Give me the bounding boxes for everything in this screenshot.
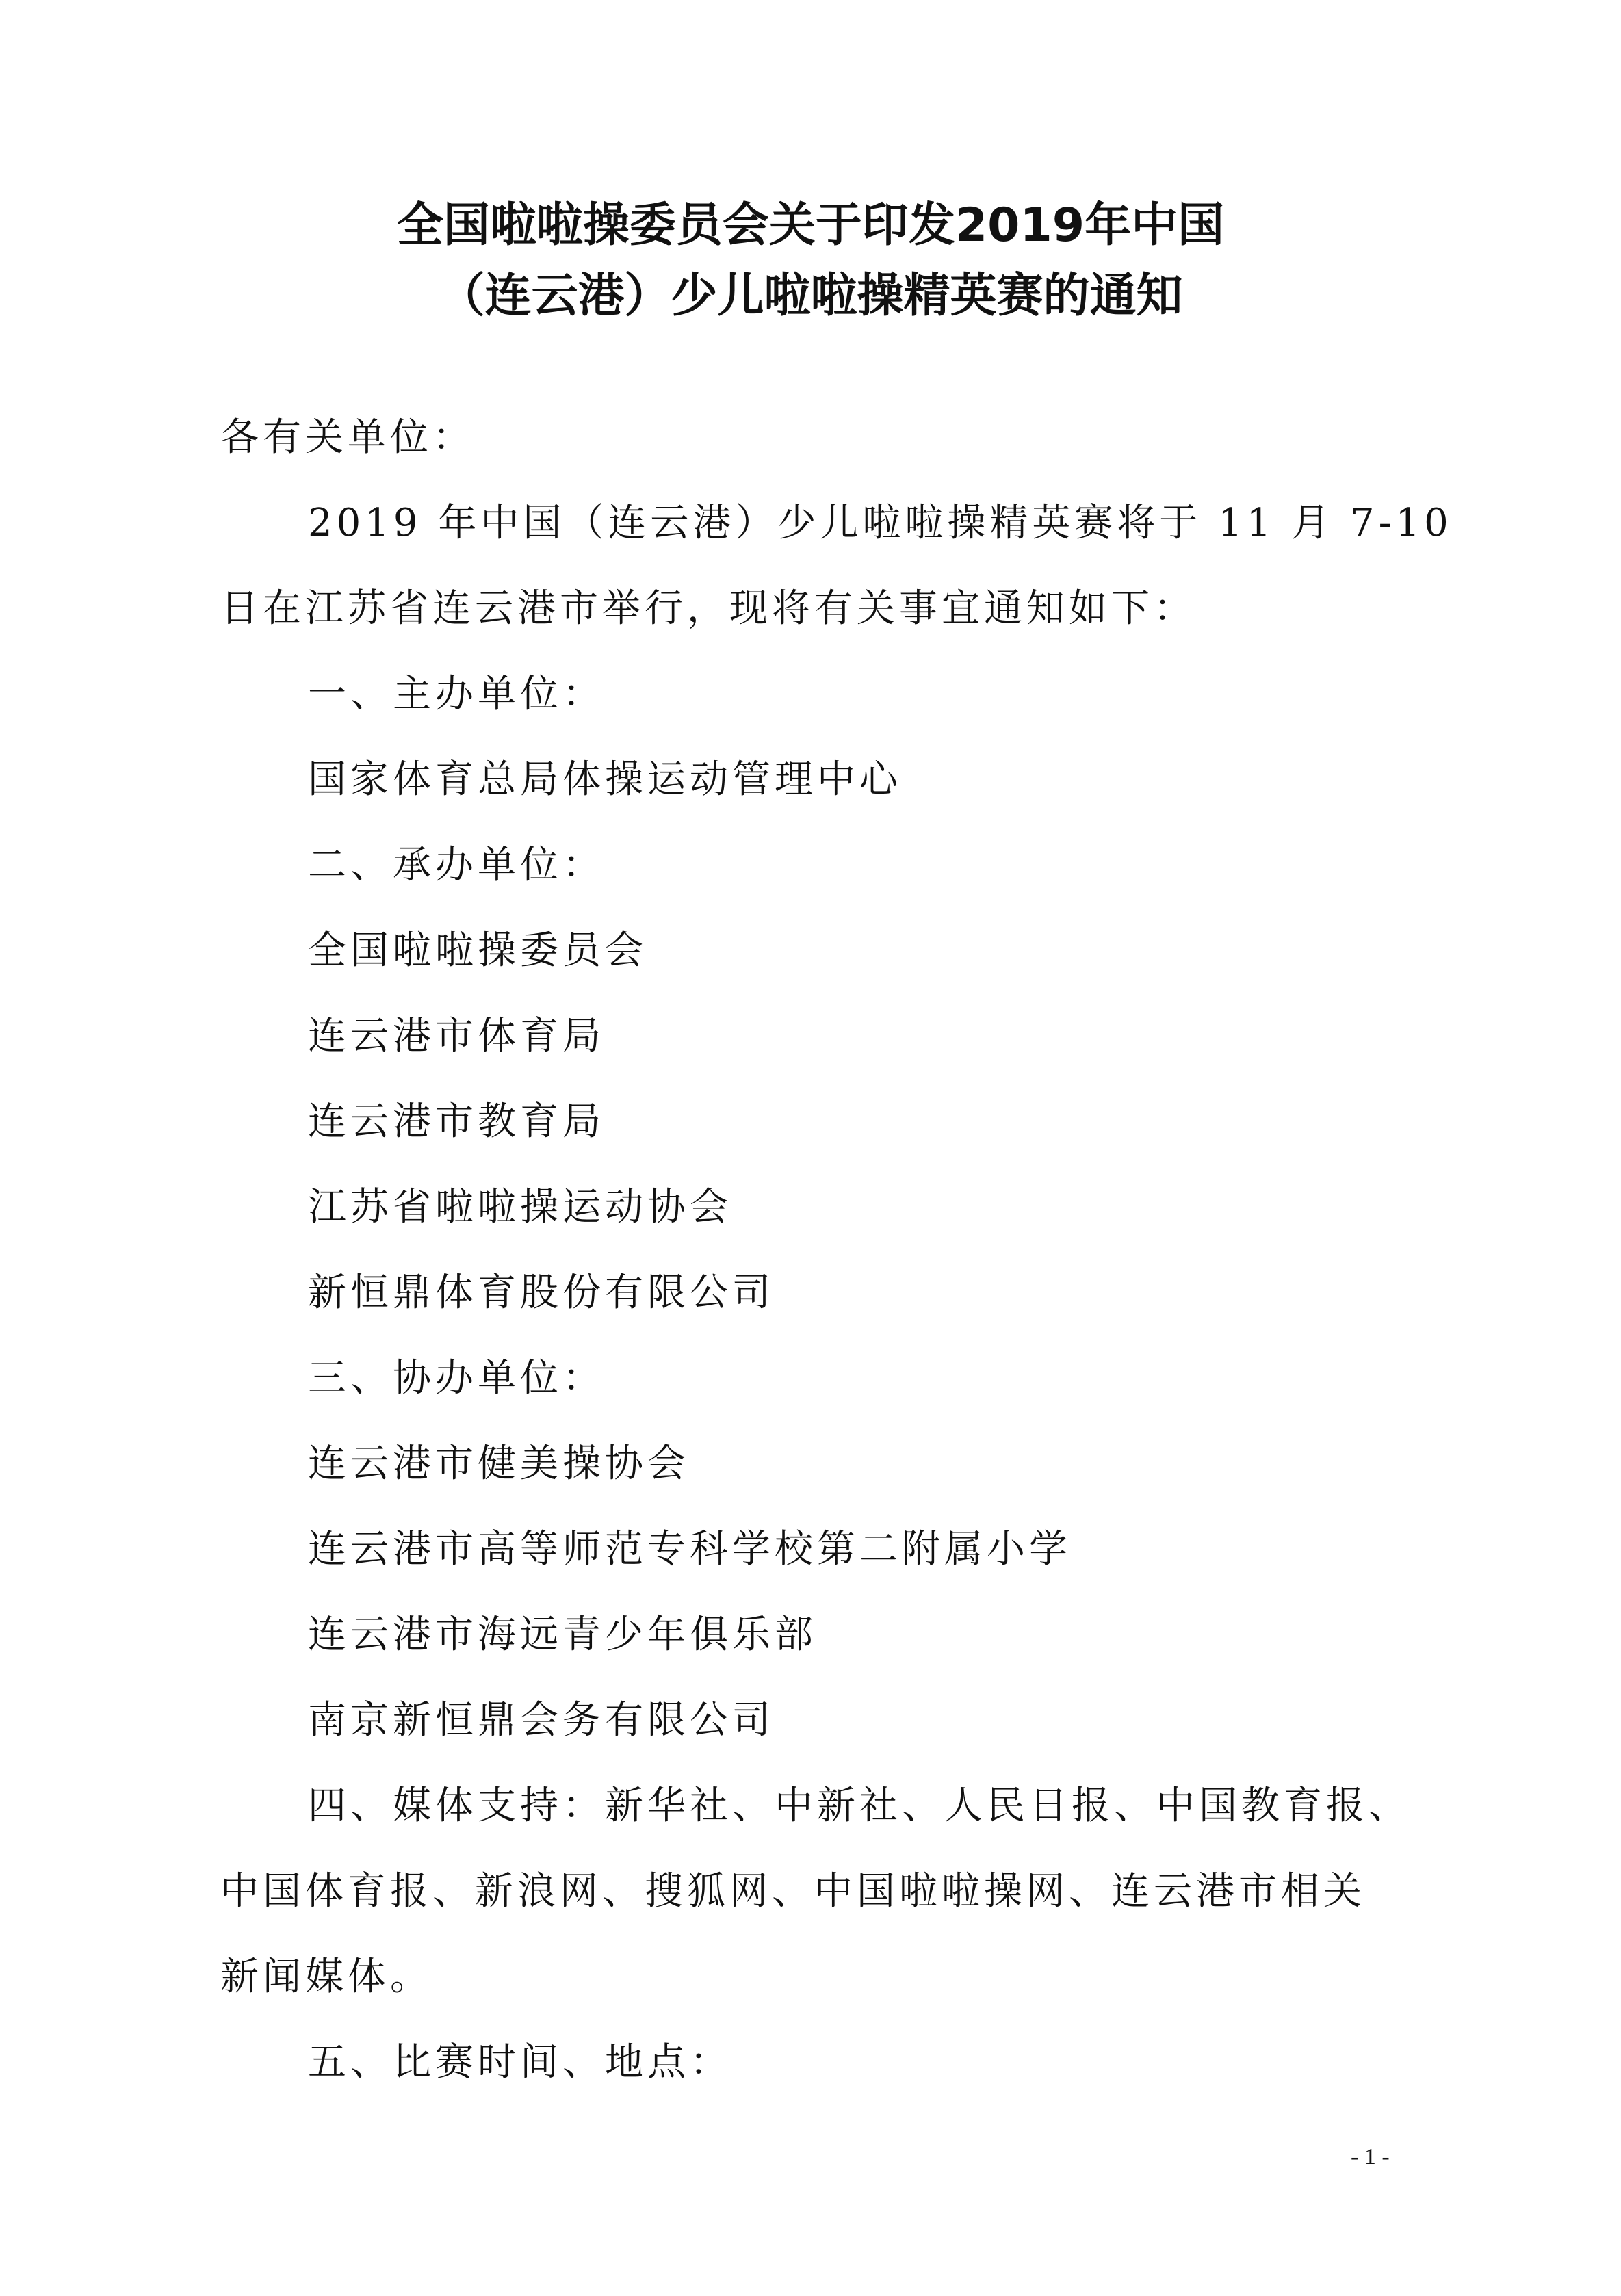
section-2-heading: 二、承办单位：	[308, 843, 605, 887]
document-title-line-1: 全国啦啦操委员会关于印发2019年中国	[396, 198, 1225, 252]
co-organizer-item: 连云港市健美操协会	[308, 1441, 690, 1486]
organizer-item: 国家体育总局体操运动管理中心	[308, 757, 902, 802]
section-3-heading: 三、协办单位：	[308, 1356, 605, 1400]
host-item: 连云港市教育局	[308, 1099, 605, 1144]
host-item: 全国啦啦操委员会	[308, 928, 647, 973]
media-support-line-3: 新闻媒体。	[220, 1955, 432, 1999]
host-item: 江苏省啦啦操运动协会	[308, 1185, 732, 1229]
co-organizer-item: 连云港市海远青少年俱乐部	[308, 1613, 817, 1657]
co-organizer-item: 南京新恒鼎会务有限公司	[308, 1698, 775, 1743]
host-item: 连云港市体育局	[308, 1014, 605, 1058]
section-5-heading: 五、比赛时间、地点：	[308, 2040, 732, 2085]
co-organizer-item: 连云港市高等师范专科学校第二附属小学	[308, 1527, 1072, 1571]
intro-paragraph-line-2: 日在江苏省连云港市举行，现将有关事宜通知如下：	[220, 586, 1196, 631]
intro-paragraph-line-1: 2019 年中国（连云港）少儿啦啦操精英赛将于 11 月 7-10	[308, 501, 1453, 545]
page-number: - 1 -	[1351, 2144, 1390, 2169]
media-support-line-1: 四、媒体支持：新华社、中新社、人民日报、中国教育报、	[308, 1784, 1411, 1828]
document-title-line-2: （连云港）少儿啦啦操精英赛的通知	[438, 269, 1183, 323]
section-1-heading: 一、主办单位：	[308, 672, 605, 716]
salutation: 各有关单位：	[220, 415, 475, 460]
media-support-line-2: 中国体育报、新浪网、搜狐网、中国啦啦操网、连云港市相关	[220, 1869, 1366, 1914]
host-item: 新恒鼎体育股份有限公司	[308, 1270, 775, 1315]
